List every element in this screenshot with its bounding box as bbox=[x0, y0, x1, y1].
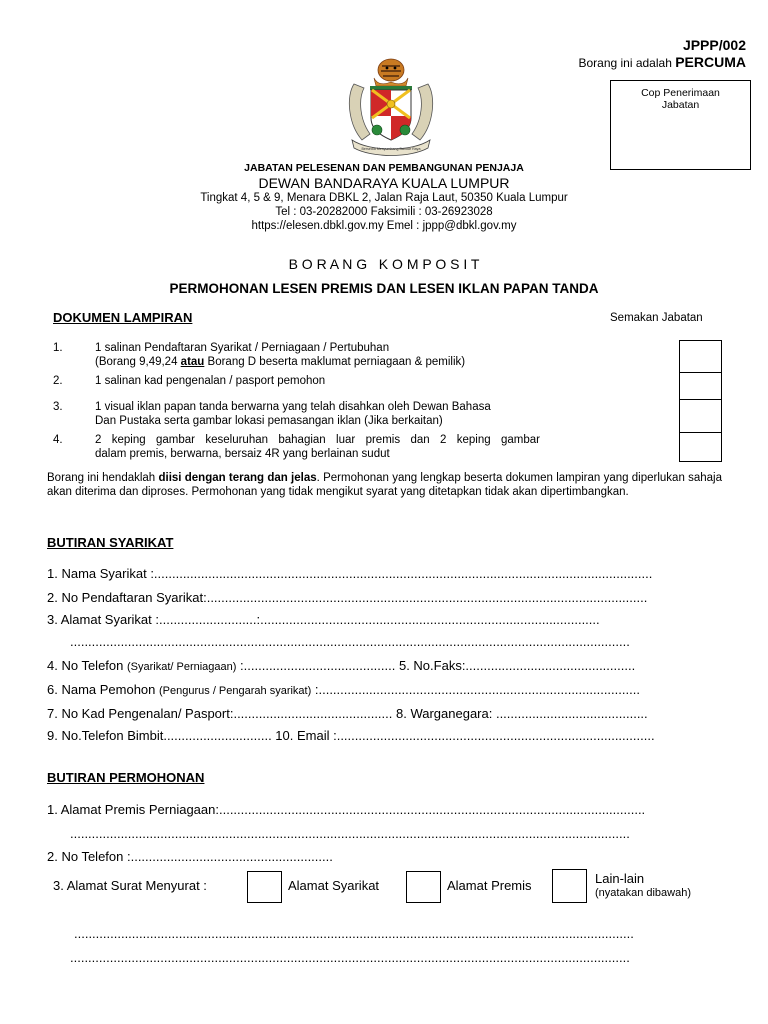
council-web-email: https://elesen.dbkl.gov.my Emel : jppp@dbkl.gov.my bbox=[251, 220, 517, 232]
application-heading: BUTIRAN PERMOHONAN bbox=[47, 770, 205, 785]
company-name-field[interactable]: 1. Nama Syarikat :.......................................................................................................................................... bbox=[47, 566, 653, 581]
mobile-email-field[interactable]: 9. No.Telefon Bimbit.............................. 10. Email :........................................................................................ bbox=[47, 728, 655, 743]
stamp-box-line2: Jabatan bbox=[661, 99, 700, 111]
instructions-emphasis: diisi dengan terang dan jelas bbox=[158, 472, 317, 484]
form-title: B O R A N G K O M P O S I T bbox=[288, 256, 480, 272]
premise-address-field-1[interactable]: 1. Alamat Premis Perniagaan:...................................................................................................................... bbox=[47, 802, 646, 817]
stamp-box bbox=[610, 80, 751, 170]
doc-item-3-line2: Dan Pustaka serta gambar lokasi pemasangan iklan (Jika berkaitan) bbox=[95, 415, 443, 427]
doc-item-1-num: 1. bbox=[53, 342, 63, 354]
mail-other-note: (nyatakan dibawah) bbox=[595, 887, 692, 899]
doc-item-2-num: 2. bbox=[53, 375, 63, 387]
doc-check-box-3[interactable] bbox=[679, 399, 722, 434]
doc-item-1-line1: 1 salinan Pendaftaran Syarikat / Perniagaan / Pertubuhan bbox=[95, 342, 390, 354]
stamp-box-line1: Cop Penerimaan bbox=[641, 87, 720, 99]
council-contact: Tel : 03-20282000 Faksimili : 03-26923028 bbox=[275, 206, 493, 218]
doc-item-4-line1: 2 keping gambar keseluruhan bahagian luar premis dan 2 keping gambar bbox=[95, 434, 540, 446]
mail-other-checkbox[interactable] bbox=[552, 869, 587, 903]
other-address-field-2[interactable]: ........................................................................................................................................................... bbox=[70, 950, 630, 965]
doc-item-4-num: 4. bbox=[53, 434, 63, 446]
department-check-label: Semakan Jabatan bbox=[610, 312, 703, 324]
doc-check-box-1[interactable] bbox=[679, 340, 722, 374]
doc-check-box-4[interactable] bbox=[679, 432, 722, 462]
doc-item-1 bbox=[95, 341, 635, 369]
company-address-field-2[interactable]: ........................................................................................................................................................... bbox=[70, 634, 630, 649]
company-heading: BUTIRAN SYARIKAT bbox=[47, 535, 174, 550]
mail-premise-label: Alamat Premis bbox=[447, 878, 532, 893]
documents-heading: DOKUMEN LAMPIRAN bbox=[53, 310, 193, 325]
council-address: Tingkat 4, 5 & 9, Menara DBKL 2, Jalan Raja Laut, 50350 Kuala Lumpur bbox=[200, 192, 568, 204]
other-address-field-1[interactable]: ........................................................................................................................................................... bbox=[74, 926, 634, 941]
council-name: DEWAN BANDARAYA KUALA LUMPUR bbox=[258, 175, 510, 191]
instructions: Borang ini hendaklah diisi dengan terang dan jelas. Permohonan yang lengkap beserta dokumen lampiran yang diperlukan sahaja akan diterima dan diproses. Permohonan yang tidak mengikut syarat yang ditetapkan tidak akan dipertimbangkan. bbox=[47, 472, 722, 498]
free-notice-prefix: Borang ini adalah bbox=[578, 56, 672, 70]
company-address-field-1[interactable]: 3. Alamat Syarikat :...........................:.............................................................................................. bbox=[47, 612, 600, 627]
company-tel-fax-field[interactable]: 4. No Telefon (Syarikat/ Perniagaan) :.......................................... 5. No.Faks:............................................... bbox=[47, 658, 636, 673]
applicant-name-field[interactable]: 6. Nama Pemohon (Pengurus / Pengarah syarikat) :......................................................................................... bbox=[47, 682, 640, 697]
doc-item-1-line2: (Borang 9,49,24 atau Borang D beserta maklumat perniagaan & pemilik) bbox=[95, 356, 466, 368]
doc-item-2-line1: 1 salinan kad pengenalan / pasport pemohon bbox=[95, 375, 326, 387]
doc-item-4-line2: dalam premis, berwarna, bersaiz 4R yang berlainan sudut bbox=[95, 448, 390, 460]
company-reg-field[interactable]: 2. No Pendaftaran Syarikat:.......................................................................................................................... bbox=[47, 590, 648, 605]
premise-address-field-2[interactable]: ........................................................................................................................................................... bbox=[70, 826, 630, 841]
mail-company-label: Alamat Syarikat bbox=[288, 878, 380, 893]
doc-item-3 bbox=[95, 400, 635, 428]
mail-company-checkbox[interactable] bbox=[247, 871, 282, 903]
free-notice bbox=[540, 54, 746, 70]
mail-premise-checkbox[interactable] bbox=[406, 871, 441, 903]
form-subtitle: PERMOHONAN LESEN PREMIS DAN LESEN IKLAN PAPAN TANDA bbox=[169, 281, 599, 296]
doc-check-box-2[interactable] bbox=[679, 372, 722, 401]
mailing-address-label: 3. Alamat Surat Menyurat : bbox=[53, 878, 207, 893]
premise-tel-field[interactable]: 2. No Telefon :........................................................ bbox=[47, 849, 333, 864]
mail-other-label: Lain-lain bbox=[595, 871, 645, 886]
doc-item-3-num: 3. bbox=[53, 401, 63, 413]
ic-nationality-field[interactable]: 7. No Kad Pengenalan/ Pasport:............................................ 8. Warganegara: .......................................... bbox=[47, 706, 648, 721]
dbkl-logo bbox=[344, 56, 438, 158]
doc-item-3-line1: 1 visual iklan papan tanda berwarna yang telah disahkan oleh Dewan Bahasa bbox=[95, 401, 491, 413]
free-notice-emphasis: PERCUMA bbox=[675, 54, 746, 70]
logo-motto: Bersedia Menyumbang Bandar Raya bbox=[361, 147, 421, 151]
form-code: JPPP/002 bbox=[682, 37, 746, 53]
department-name: JABATAN PELESENAN DAN PEMBANGUNAN PENJAJA bbox=[244, 162, 524, 174]
